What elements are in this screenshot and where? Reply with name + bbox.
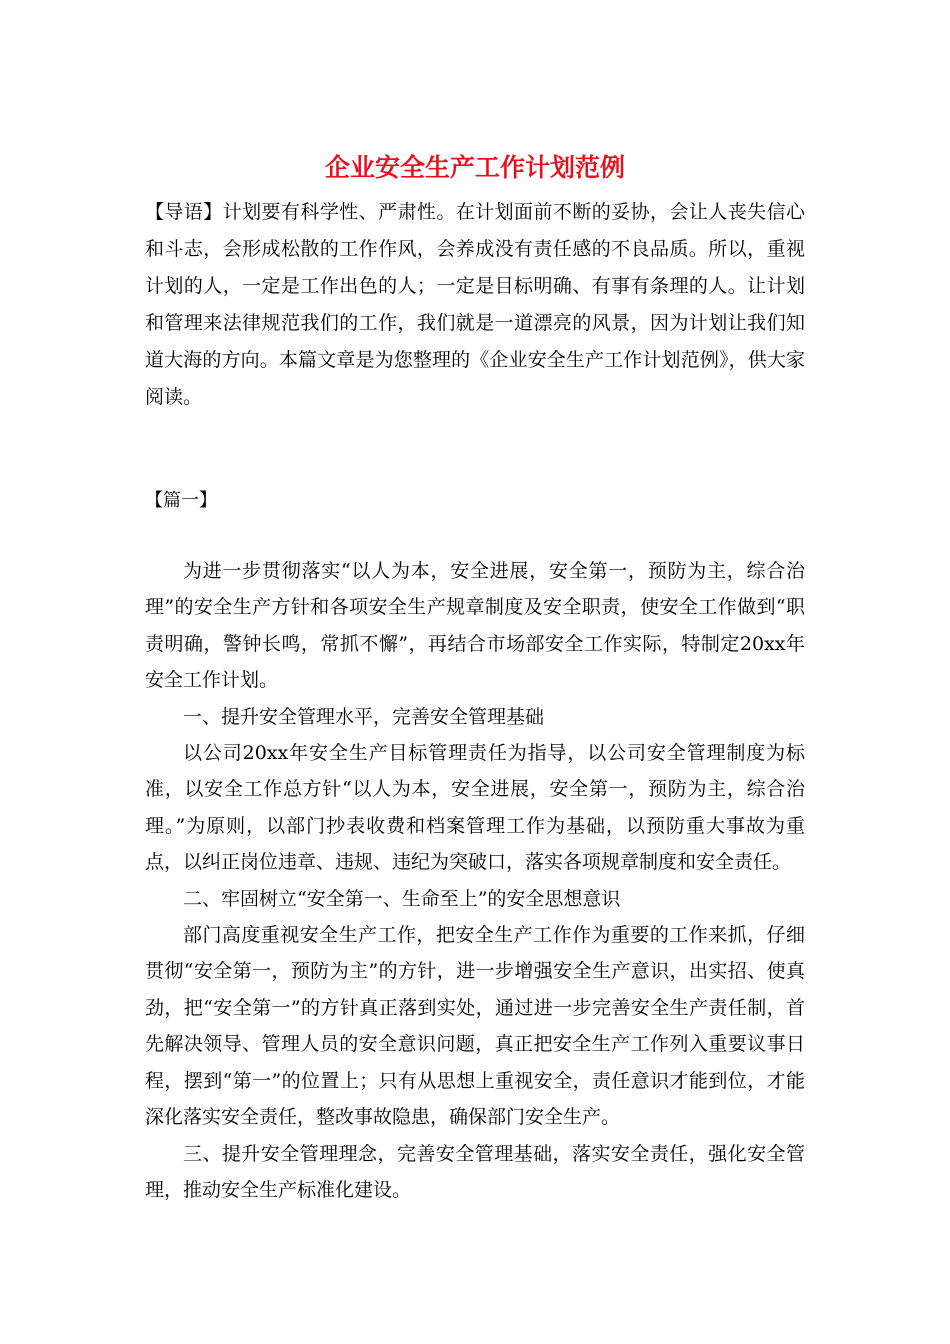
body-paragraph: 部门高度重视安全生产工作，把安全生产工作作为重要的工作来抓，仔细贯彻“安全第一，预防为主”的方针，进一步增强安全生产意识，出实招、使真劲，把“安全第一”的方针真正落到实处，通过进一步完善安全生产责任制，首先解决领导、管理人员的安全意识问题，真正把安全生产工作列入重要议事日程，摆到“第一”的位置上；只有从思想上重视安全，责任意识才能到位，才能深化落实安全责任，整改事故隐患，确保部门安全生产。 <box>145 924 805 1129</box>
section-subheading: 一、提升安全管理水平，完善安全管理基础 <box>183 705 545 728</box>
document-body <box>145 553 805 1208</box>
section-subheading: 二、牢固树立“安全第一、生命至上”的安全思想意识 <box>183 887 621 910</box>
body-paragraph: 以公司20xx年安全生产目标管理责任为指导，以公司安全管理制度为标准，以安全工作总方针“以人为本，安全进展，安全第一，预防为主，综合治理。”为原则，以部门抄表收费和档案管理工作为基础，以预防重大事故为重点，以纠正岗位违章、违规、违纪为突破口，落实各项规章制度和安全责任。 <box>145 742 805 874</box>
body-paragraph: 为进一步贯彻落实“以人为本，安全进展，安全第一，预防为主，综合治理”的安全生产方针和各项安全生产规章制度及安全职责，使安全工作做到“职责明确，警钟长鸣，常抓不懈”，再结合市场部安全工作实际，特制定20xx年安全工作计划。 <box>145 560 805 692</box>
intro-paragraph: 【导语】计划要有科学性、严肃性。在计划面前不断的妥协，会让人丧失信心和斗志，会形成松散的工作作风，会养成没有责任感的不良品质。所以，重视计划的人，一定是工作出色的人；一定是目标明确、有事有条理的人。让计划和管理来法律规范我们的工作，我们就是一道漂亮的风景，因为计划让我们知道大海的方向。本篇文章是为您整理的《企业安全生产工作计划范例》，供大家阅读。 <box>145 201 805 408</box>
document-title: 企业安全生产工作计划范例 <box>324 153 625 182</box>
section-subheading: 三、提升安全管理理念，完善安全管理基础，落实安全责任，强化安全管理，推动安全生产标准化建设。 <box>145 1142 805 1201</box>
section-heading: 【篇一】 <box>145 490 217 511</box>
